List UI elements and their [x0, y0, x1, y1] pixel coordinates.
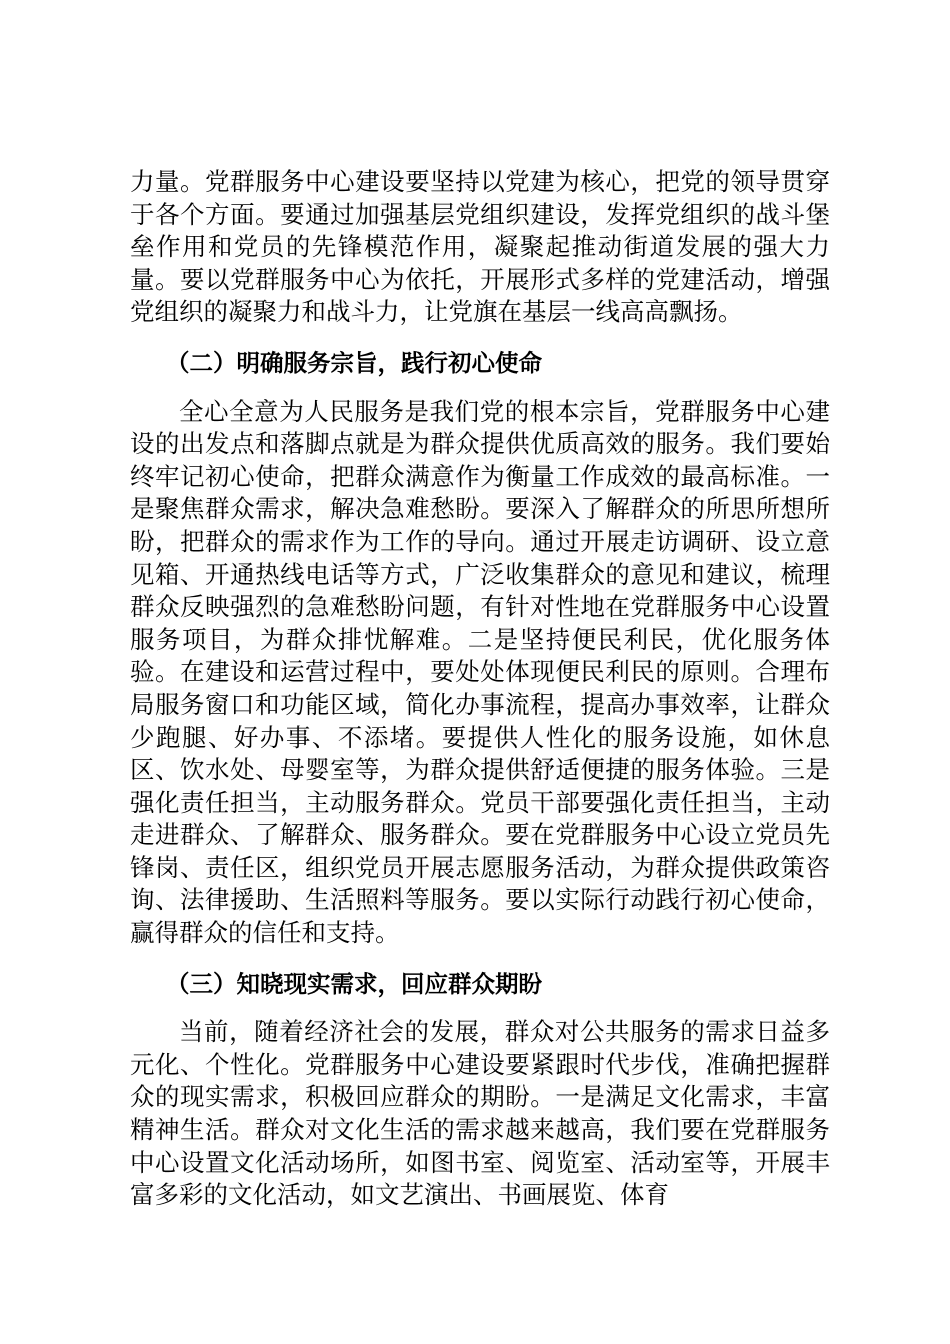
- section-heading: （三）知晓现实需求，回应群众期盼: [166, 969, 542, 998]
- paragraph: 全心全意为人民服务是我们党的根本宗旨，党群服务中心建设的出发点和落脚点就是为群众提供优质高效的服务。我们要始终牢记初心使命，把群众满意作为衡量工作成效的最高标准。一是聚焦群众需求，解决急难愁盼。要深入了解群众的所思所想所盼，把群众的需求作为工作的导向。通过开展走访调研、设立意见箱、开通热线电话等方式，广泛收集群众的意见和建议，梳理群众反映强烈的急难愁盼问题，有针对性地在党群服务中心设置服务项目，为群众排忧解难。二是坚持便民利民，优化服务体验。在建设和运营过程中，要处处体现便民利民的原则。合理布局服务窗口和功能区域，简化办事流程，提高办事效率，让群众少跑腿、好办事、不添堵。要提供人性化的服务设施，如休息区、饮水处、母婴室等，为群众提供舒适便捷的服务体验。三是强化责任担当，主动服务群众。党员干部要强化责任担当，主动走进群众、了解群众、服务群众。要在党群服务中心设立党员先锋岗、责任区，组织党员开展志愿服务活动，为群众提供政策咨询、法律援助、生活照料等服务。要以实际行动践行初心使命，赢得群众的信任和支持。: [130, 396, 830, 948]
- document-page: [130, 166, 830, 1212]
- paragraph: 当前，随着经济社会的发展，群众对公共服务的需求日益多元化、个性化。党群服务中心建设要紧跟时代步伐，准确把握群众的现实需求，积极回应群众的期盼。一是满足文化需求，丰富精神生活。群众对文化生活的需求越来越高，我们要在党群服务中心设置文化活动场所，如图书室、阅览室、活动室等，开展丰富多彩的文化活动，如文艺演出、书画展览、体育: [130, 1017, 830, 1210]
- paragraph: 力量。党群服务中心建设要坚持以党建为核心，把党的领导贯穿于各个方面。要通过加强基层党组织建设，发挥党组织的战斗堡垒作用和党员的先锋模范作用，凝聚起推动街道发展的强大力量。要以党群服务中心为依托，开展形式多样的党建活动，增强党组织的凝聚力和战斗力，让党旗在基层一线高高飘扬。: [130, 167, 830, 327]
- section-heading: （二）明确服务宗旨，践行初心使命: [166, 348, 542, 377]
